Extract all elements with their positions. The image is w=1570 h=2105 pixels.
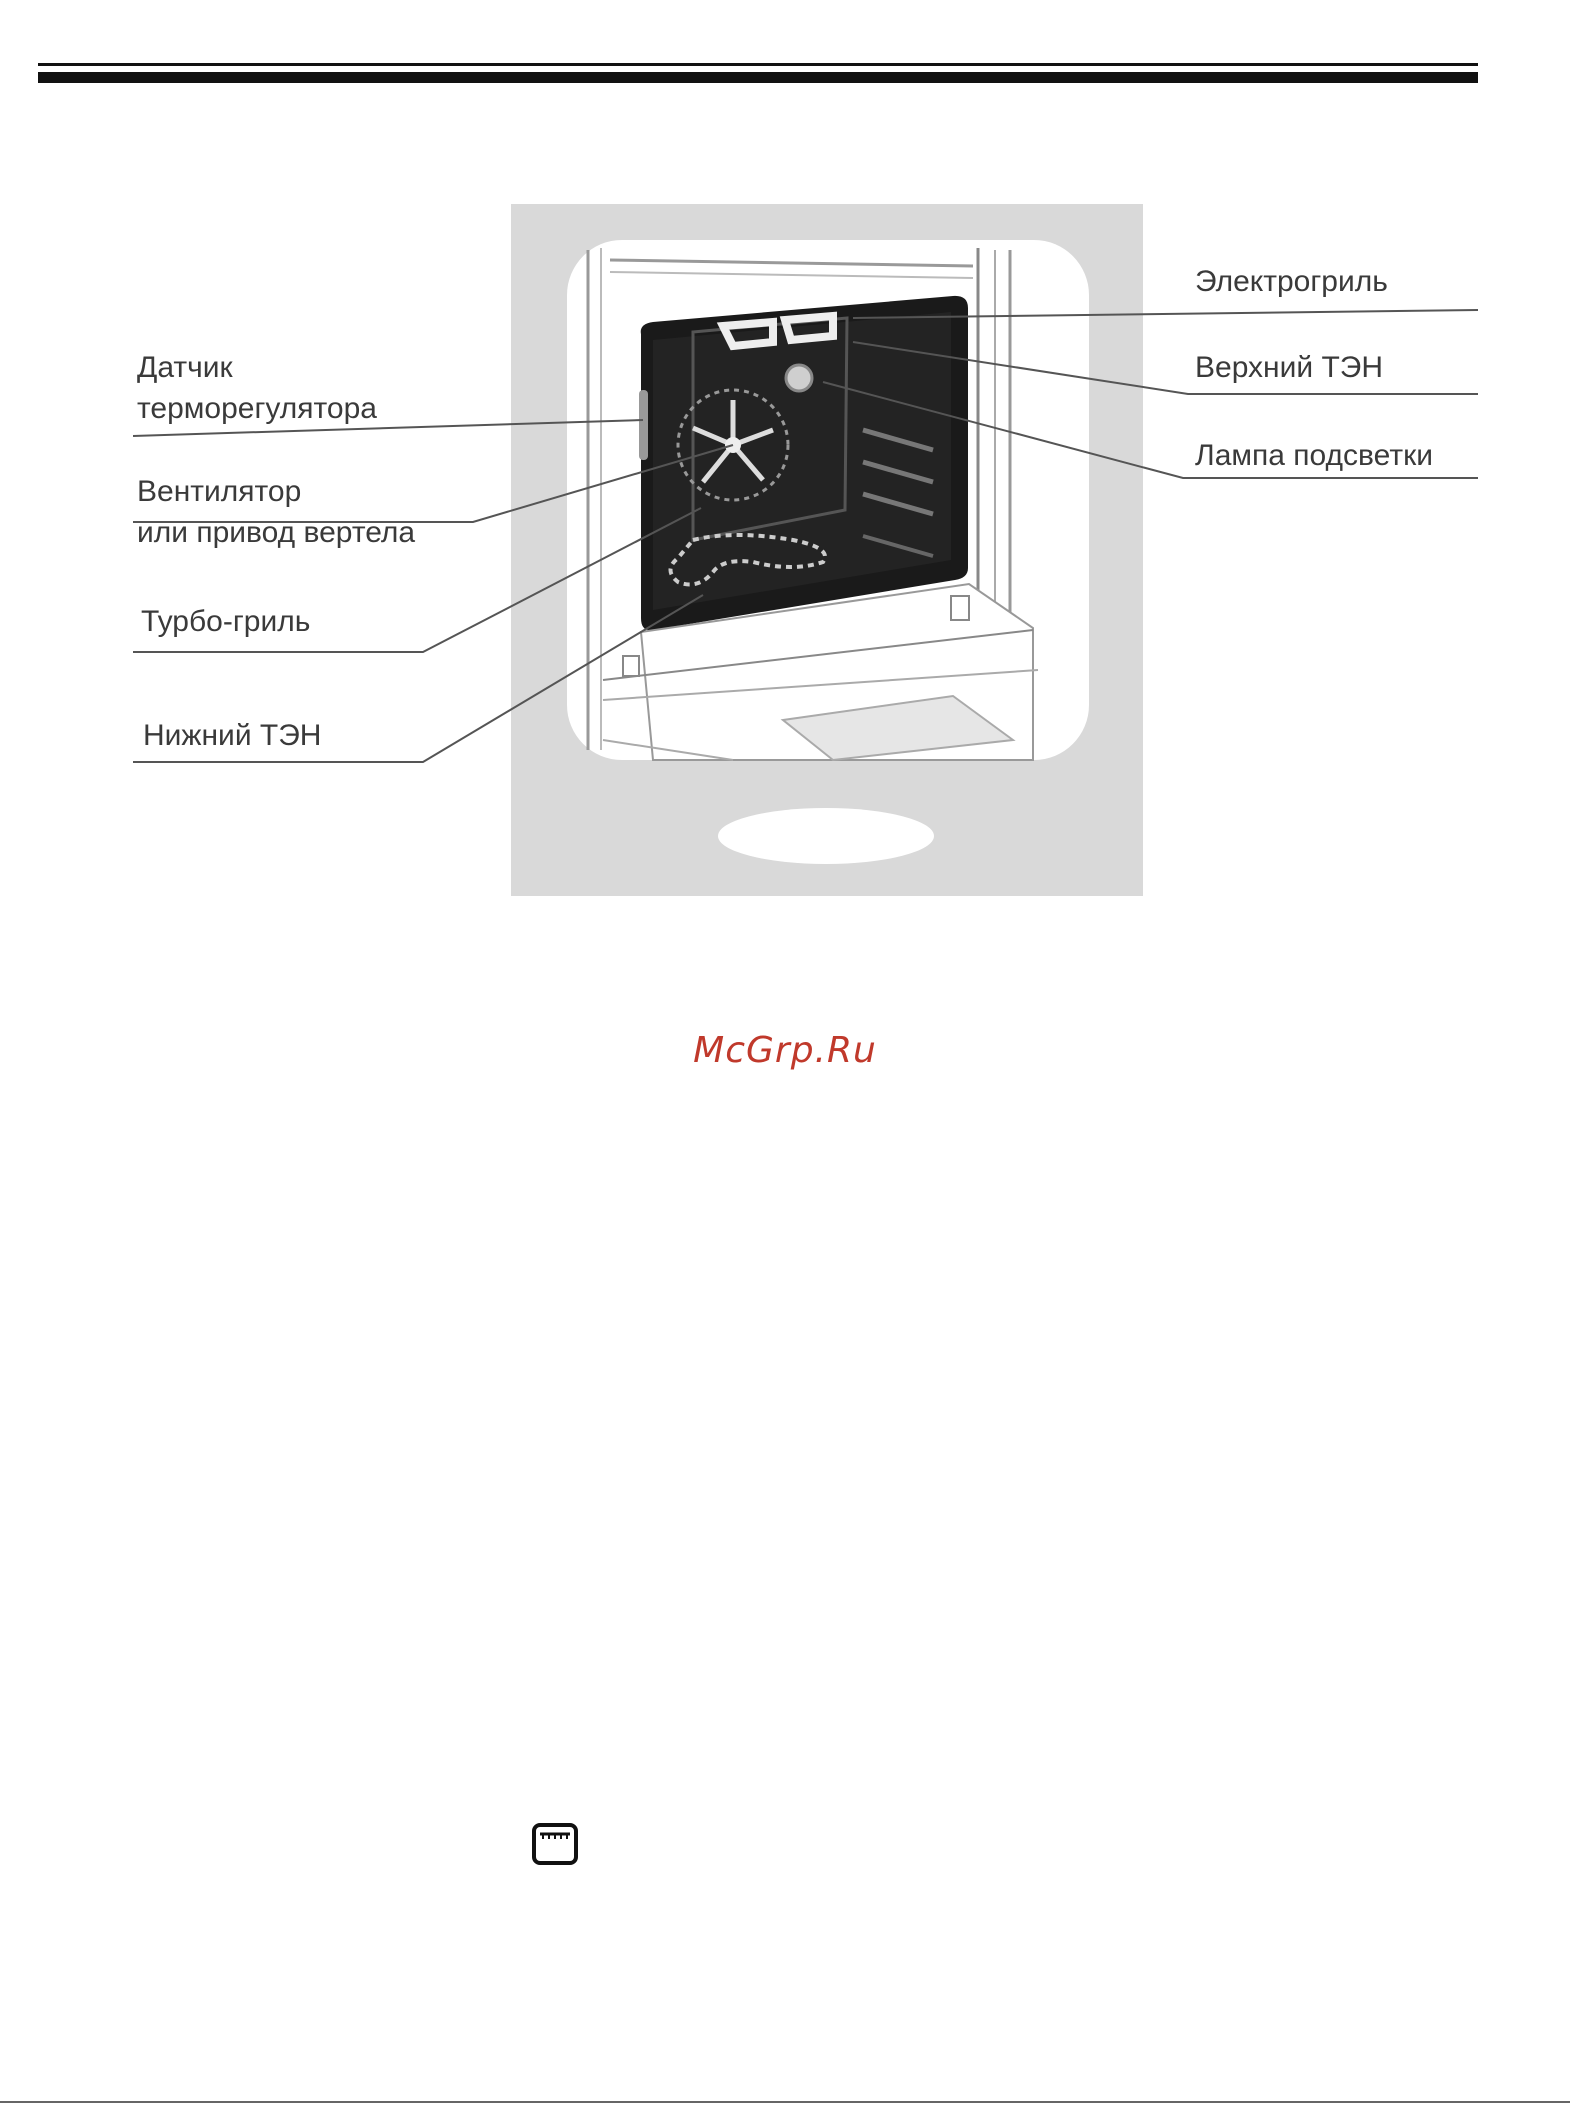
label-top-heater: Верхний ТЭН — [1195, 351, 1384, 384]
label-turbo-grill: Турбо-гриль — [141, 605, 311, 638]
oven-top-heater-icon — [531, 1822, 579, 1866]
label-lamp: Лампа подсветки — [1195, 439, 1433, 472]
thermostat-probe — [639, 390, 648, 460]
lamp-element — [786, 365, 812, 391]
header-rule-thick — [38, 72, 1478, 83]
label-thermostat-sensor — [137, 348, 377, 429]
label-fan-line1: Вентилятор — [137, 475, 302, 508]
oven-diagram — [133, 200, 1478, 896]
label-thermostat-line1: Датчик — [137, 351, 233, 384]
header-rule-thin — [38, 63, 1478, 66]
watermark: McGrp.Ru — [693, 1030, 877, 1071]
label-fan-line2: или привод вертела — [137, 515, 416, 549]
knob-ellipse — [718, 808, 934, 864]
footer-rule — [0, 2101, 1570, 2103]
label-fan — [137, 472, 415, 553]
label-electric-grill: Электрогриль — [1195, 265, 1388, 298]
label-thermostat-line2: терморегулятора — [137, 391, 377, 425]
label-bottom-heater: Нижний ТЭН — [143, 719, 322, 752]
